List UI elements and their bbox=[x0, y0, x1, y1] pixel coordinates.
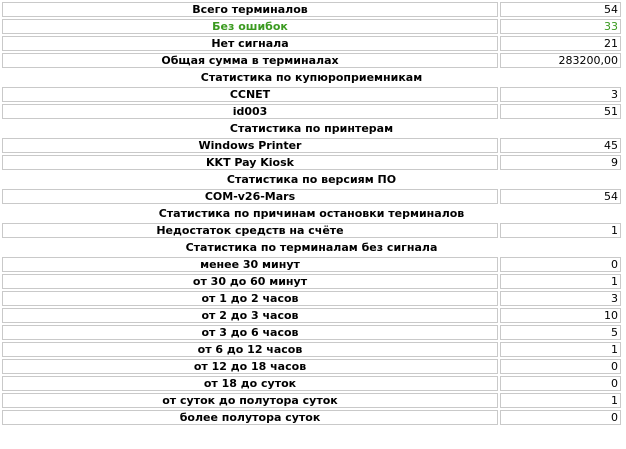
section-header-row bbox=[2, 121, 621, 136]
section-header-row bbox=[2, 240, 621, 255]
section-title-software: Статистика по версиям ПО bbox=[2, 172, 621, 187]
row-label: от 1 до 2 часов bbox=[2, 291, 498, 306]
table-row bbox=[2, 359, 621, 374]
row-value: 45 bbox=[500, 138, 621, 153]
section-title-printers: Статистика по принтерам bbox=[2, 121, 621, 136]
table-row bbox=[2, 104, 621, 119]
table-row bbox=[2, 308, 621, 323]
row-value: 10 bbox=[500, 308, 621, 323]
section-title-bill-acceptors: Статистика по купюроприемникам bbox=[2, 70, 621, 85]
row-value: 21 bbox=[500, 36, 621, 51]
section-title-stop-reasons: Статистика по причинам остановки терминалов bbox=[2, 206, 621, 221]
row-value: 1 bbox=[500, 342, 621, 357]
row-label: от 18 до суток bbox=[2, 376, 498, 391]
table-row bbox=[2, 291, 621, 306]
section-header-row bbox=[2, 70, 621, 85]
row-value: 1 bbox=[500, 223, 621, 238]
table-row bbox=[2, 393, 621, 408]
row-value: 33 bbox=[500, 19, 621, 34]
table-row bbox=[2, 410, 621, 425]
table-row bbox=[2, 87, 621, 102]
row-label: Windows Printer bbox=[2, 138, 498, 153]
row-value: 0 bbox=[500, 257, 621, 272]
row-label: от суток до полутора суток bbox=[2, 393, 498, 408]
table-row bbox=[2, 342, 621, 357]
row-value: 54 bbox=[500, 2, 621, 17]
row-value: 9 bbox=[500, 155, 621, 170]
row-value: 51 bbox=[500, 104, 621, 119]
section-header-row bbox=[2, 172, 621, 187]
row-value: 1 bbox=[500, 274, 621, 289]
section-title-no-signal: Статистика по терминалам без сигнала bbox=[2, 240, 621, 255]
row-value: 5 bbox=[500, 325, 621, 340]
table-row bbox=[2, 325, 621, 340]
row-label: Без ошибок bbox=[2, 19, 498, 34]
row-value: 1 bbox=[500, 393, 621, 408]
row-value: 0 bbox=[500, 359, 621, 374]
table-row bbox=[2, 274, 621, 289]
row-label: Общая сумма в терминалах bbox=[2, 53, 498, 68]
table-row bbox=[2, 223, 621, 238]
table-row bbox=[2, 2, 621, 17]
row-value: 3 bbox=[500, 87, 621, 102]
row-value: 54 bbox=[500, 189, 621, 204]
row-label: KKT Pay Kiosk bbox=[2, 155, 498, 170]
row-label: от 6 до 12 часов bbox=[2, 342, 498, 357]
row-label: от 12 до 18 часов bbox=[2, 359, 498, 374]
table-row-no-errors bbox=[2, 19, 621, 34]
row-label: от 2 до 3 часов bbox=[2, 308, 498, 323]
row-label: менее 30 минут bbox=[2, 257, 498, 272]
row-label: id003 bbox=[2, 104, 498, 119]
row-label: более полутора суток bbox=[2, 410, 498, 425]
row-label: Недостаток средств на счёте bbox=[2, 223, 498, 238]
row-value: 0 bbox=[500, 410, 621, 425]
table-row bbox=[2, 138, 621, 153]
row-label: от 3 до 6 часов bbox=[2, 325, 498, 340]
table-row bbox=[2, 36, 621, 51]
row-label: Нет сигнала bbox=[2, 36, 498, 51]
row-value: 0 bbox=[500, 376, 621, 391]
table-row bbox=[2, 376, 621, 391]
section-header-row bbox=[2, 206, 621, 221]
table-row bbox=[2, 155, 621, 170]
table-row bbox=[2, 257, 621, 272]
row-label: от 30 до 60 минут bbox=[2, 274, 498, 289]
row-label: COM-v26-Mars bbox=[2, 189, 498, 204]
table-row bbox=[2, 53, 621, 68]
row-value: 283200,00 bbox=[500, 53, 621, 68]
row-label: Всего терминалов bbox=[2, 2, 498, 17]
table-row bbox=[2, 189, 621, 204]
row-label: CCNET bbox=[2, 87, 498, 102]
row-value: 3 bbox=[500, 291, 621, 306]
